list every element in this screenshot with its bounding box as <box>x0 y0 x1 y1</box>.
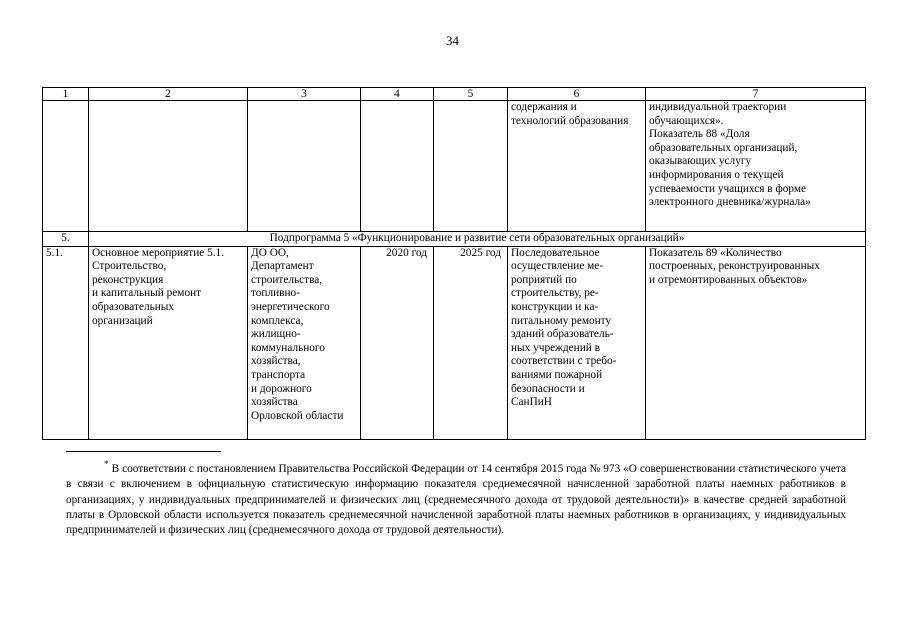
cell-line: Департамент <box>251 260 314 273</box>
header-cell: 4 <box>361 88 434 101</box>
cell-line: ных учреждений в <box>511 341 600 354</box>
cell-line: осуществление ме- <box>511 260 604 273</box>
cell-line: комплекса, <box>251 314 304 327</box>
executor-cell <box>248 246 361 439</box>
row-number: 5.1. <box>43 246 89 439</box>
cell-line: Последовательное <box>511 246 600 259</box>
cell-line: индивидуальной траектории <box>649 101 787 113</box>
indicator-cell <box>646 101 866 232</box>
cell-line: и капитальный ремонт <box>92 287 202 300</box>
footnote <box>66 458 846 539</box>
cell-line: содержания и <box>511 101 577 113</box>
result-cell <box>508 246 646 439</box>
continuation-row <box>43 101 866 232</box>
header-cell: 3 <box>248 88 361 101</box>
table-cell <box>434 101 508 232</box>
subprogram-title: Подпрограмма 5 «Функционирование и развитие сети образовательных организаций» <box>89 232 866 247</box>
cell-line: СанПиН <box>511 396 552 409</box>
cell-line: питальному ремонту <box>511 314 612 327</box>
table-cell <box>361 101 434 232</box>
cell-line: хозяйства, <box>251 355 301 368</box>
cell-line: электронного дневника/журнала» <box>649 196 811 209</box>
cell-line: ДО ОО, <box>251 246 289 259</box>
header-cell: 1 <box>43 88 89 101</box>
cell-line: коммунального <box>251 341 325 354</box>
cell-line: транспорта <box>251 368 306 381</box>
cell-line: энергетического <box>251 300 330 313</box>
cell-line: успеваемости учащихся в форме <box>649 182 807 195</box>
cell-line: конструкции и ка- <box>511 300 599 313</box>
cell-line: строительства, <box>251 273 323 286</box>
header-cell: 6 <box>508 88 646 101</box>
header-cell: 2 <box>89 88 248 101</box>
table-cell <box>248 101 361 232</box>
cell-line: и отремонтированных объектов» <box>649 273 808 286</box>
header-cell: 7 <box>646 88 866 101</box>
table-cell <box>89 101 248 232</box>
result-cell <box>508 101 646 232</box>
subprogram-number: 5. <box>43 232 89 247</box>
table-row <box>43 246 866 439</box>
cell-line: ваниями пожарной <box>511 368 603 381</box>
cell-line: зданий образователь- <box>511 328 614 341</box>
cell-line: Показатель 89 «Количество <box>649 246 782 259</box>
cell-line: соответствии с требо- <box>511 355 617 368</box>
cell-line: построенных, реконструированных <box>649 260 820 273</box>
cell-line: безопасности и <box>511 382 585 395</box>
footnote-text: В соответствии с постановлением Правительства Российской Федерации от 14 сентября 2015 года № 973 «О совершенствовании статистического учета в связи с включением в официальную статистическую информацию показателя среднемесячной начисленной заработной платы наемных работников в организациях, у индивидуальных предпринимателей и физических лиц (среднемесячного дохода от трудовой деятельности)» в качестве средней заработной платы в Орловской области используется показатель среднемесячной начисленной заработной платы наемных работников в организациях, у индивидуальных предпринимателей и физических лиц (среднемесячного дохода от трудовой деятельности). <box>66 462 846 537</box>
cell-line: Показатель 88 «Доля <box>649 128 750 141</box>
cell-line: и дорожного <box>251 382 312 395</box>
cell-line: Основное мероприятие 5.1. <box>92 246 225 259</box>
footnote-marker: * <box>104 460 109 470</box>
cell-line: роприятий по <box>511 273 577 286</box>
cell-line: образовательных <box>92 300 175 313</box>
indicator-cell <box>646 246 866 439</box>
cell-line: жилищно- <box>251 328 301 341</box>
cell-line: образовательных организаций, <box>649 141 798 154</box>
cell-line: информирования о текущей <box>649 168 784 181</box>
table-header-row <box>43 88 866 101</box>
cell-line: хозяйства <box>251 396 298 409</box>
program-table <box>42 87 866 440</box>
cell-line: технологий образования <box>511 114 629 127</box>
cell-line: топливно- <box>251 287 300 300</box>
cell-line: обучающихся». <box>649 114 724 127</box>
cell-line: оказывающих услугу <box>649 155 752 168</box>
end-year: 2025 год <box>434 246 508 439</box>
cell-line: реконструкция <box>92 273 164 286</box>
cell-line: строительству, ре- <box>511 287 599 300</box>
start-year: 2020 год <box>361 246 434 439</box>
footnote-divider <box>66 451 221 452</box>
cell-line: Строительство, <box>92 260 167 273</box>
header-cell: 5 <box>434 88 508 101</box>
subprogram-row <box>43 232 866 247</box>
cell-line: Орловской области <box>251 409 344 422</box>
cell-line: организаций <box>92 314 153 327</box>
page-number: 34 <box>446 33 459 48</box>
table-cell <box>43 101 89 232</box>
measure-name-cell <box>89 246 248 439</box>
